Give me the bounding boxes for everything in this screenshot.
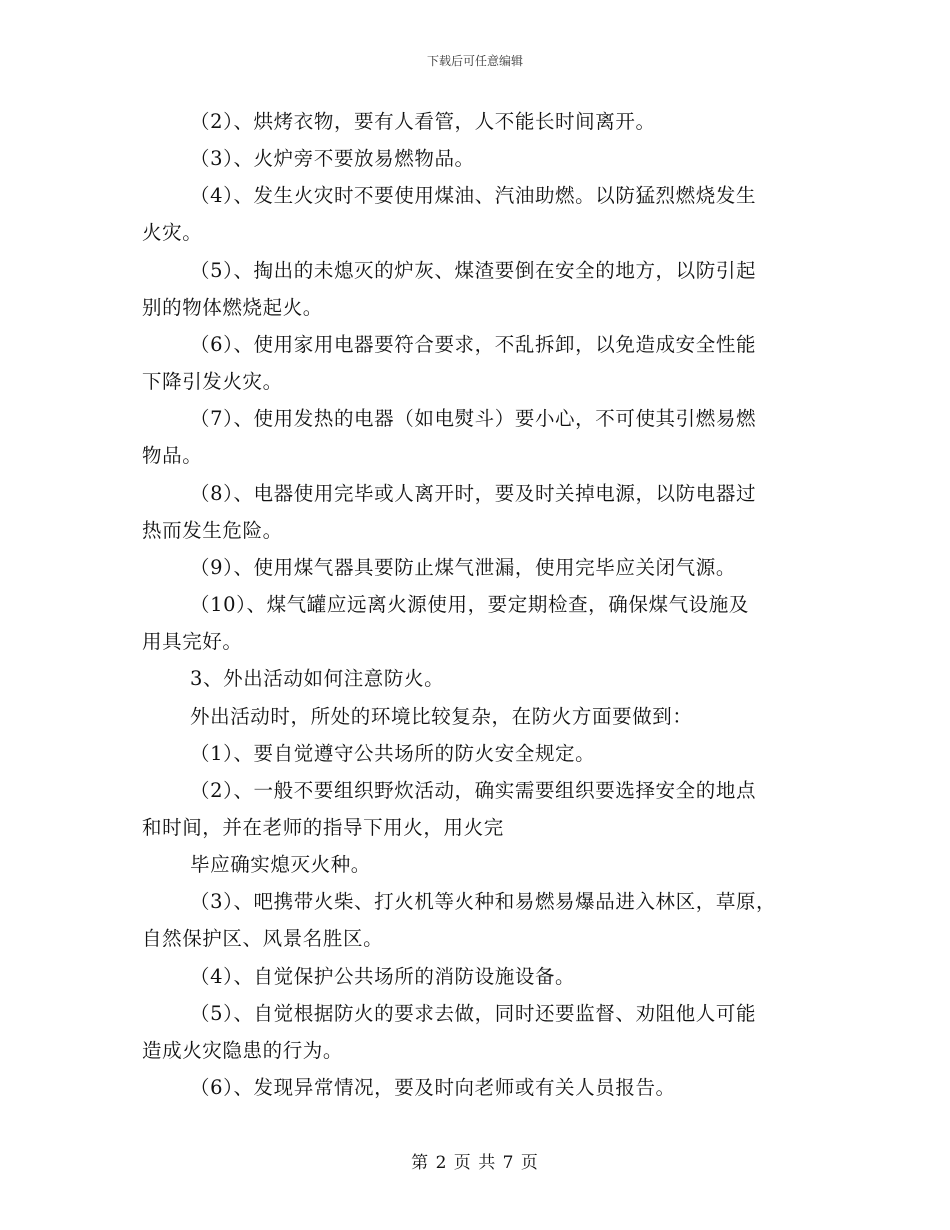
paragraph-line: （10）、煤气罐应远离火源使用，要定期检查，确保煤气设施及 xyxy=(190,593,749,616)
paragraph-line: 火灾。 xyxy=(142,221,203,244)
page-header-note: 下载后可任意编辑 xyxy=(426,54,523,68)
paragraph-line: 热而发生危险。 xyxy=(142,519,283,542)
paragraph-line: 物品。 xyxy=(142,444,203,467)
paragraph-line: （3）、吧携带火柴、打火机等火种和易燃易爆品进入林区，草原， xyxy=(190,890,777,913)
paragraph-line: （7）、使用发热的电器（如电熨斗）要小心，不可使其引燃易燃 xyxy=(190,407,757,430)
paragraph-line: 造成火灾隐患的行为。 xyxy=(142,1039,344,1062)
paragraph-line: （5）、掏出的未熄灭的炉灰、煤渣要倒在安全的地方，以防引起 xyxy=(190,259,757,282)
paragraph-line: （9）、使用煤气器具要防止煤气泄漏，使用完毕应关闭气源。 xyxy=(190,556,736,579)
section-heading: 3、外出活动如何注意防火。 xyxy=(190,667,445,690)
paragraph-line: （3）、火炉旁不要放易燃物品。 xyxy=(190,147,475,170)
paragraph-line: 外出活动时，所处的环境比较复杂，在防火方面要做到： xyxy=(190,705,693,728)
page-number: 第 2 页 共 7 页 xyxy=(411,1153,539,1173)
paragraph-line: （5）、自觉根据防火的要求去做，同时还要监督、劝阻他人可能 xyxy=(190,1002,757,1025)
paragraph-line: 下降引发火灾。 xyxy=(142,370,283,393)
paragraph-line: （6）、使用家用电器要符合要求，不乱拆卸，以免造成安全性能 xyxy=(190,333,757,356)
paragraph-line: （2）、一般不要组织野炊活动，确实需要组织要选择安全的地点 xyxy=(190,779,757,802)
paragraph-line: （4）、自觉保护公共场所的消防设施设备。 xyxy=(190,965,576,988)
paragraph-line: 用具完好。 xyxy=(142,630,243,653)
paragraph-line: （8）、电器使用完毕或人离开时，要及时关掉电源，以防电器过 xyxy=(190,482,757,505)
paragraph-line: 和时间，并在老师的指导下用火，用火完 xyxy=(142,816,504,839)
paragraph-line: 毕应确实熄灭火种。 xyxy=(190,853,371,876)
paragraph-line: （6）、发现异常情况，要及时向老师或有关人员报告。 xyxy=(190,1076,676,1099)
paragraph-line: 自然保护区、风景名胜区。 xyxy=(142,927,384,950)
paragraph-line: （1）、要自觉遵守公共场所的防火安全规定。 xyxy=(190,742,596,765)
paragraph-line: 别的物体燃烧起火。 xyxy=(142,296,323,319)
paragraph-line: （4）、发生火灾时不要使用煤油、汽油助燃。以防猛烈燃烧发生 xyxy=(190,184,757,207)
paragraph-line: （2）、烘烤衣物，要有人看管，人不能长时间离开。 xyxy=(190,110,656,133)
